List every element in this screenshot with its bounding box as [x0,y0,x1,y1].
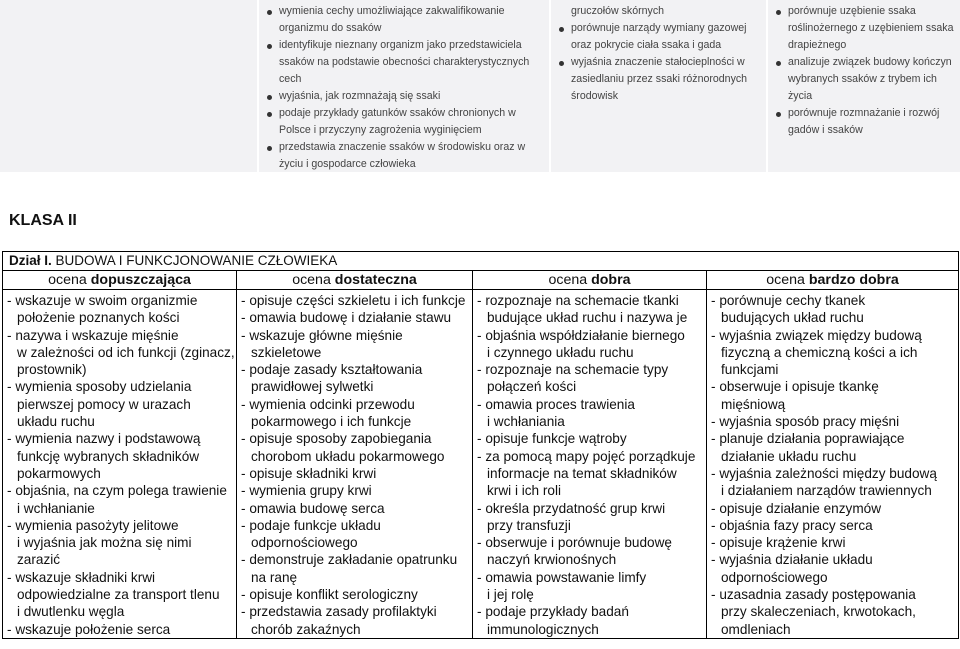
section-name: BUDOWA I FUNKCJONOWANIE CZŁOWIEKA [55,253,338,268]
requirement-item: - opisuje funkcje wątroby [477,430,704,447]
requirement-item: - demonstruje zakładanie opatrunku na ranę [241,551,470,586]
requirement-item: - uzasadnia zasady postępowania przy skaleczeniach, krwotokach, omdleniach [711,586,956,638]
list-item-continuation: gruczołów skórnych [571,5,665,17]
top-col4-list [772,3,960,139]
requirement-item: - planuje działania poprawiające działanie układu ruchu [711,430,956,465]
section-prefix: Dział I. [9,253,52,268]
requirement-item: - porównuje cechy tkanek budujących układ ruchu [711,292,956,327]
grade-word: ocena [548,272,588,288]
requirement-item: - nazywa i wskazuje mięśnie w zależności od ich funkcji (zginacz, prostownik) [7,327,234,379]
grade-name: bardzo dobra [808,272,899,288]
requirement-item: - określa przydatność grup krwi przy transfuzji [477,500,704,535]
grade-header-3 [473,271,707,290]
requirement-item: - omawia proces trawienia i wchłaniania [477,396,704,431]
requirement-item: - wymienia grupy krwi [241,482,470,499]
grade-word: ocena [766,272,805,288]
requirement-item: - objaśnia fazy pracy serca [711,517,956,534]
requirement-item: - wskazuje składniki krwi odpowiedzialne za transport tlenu i dwutlenku węgla [7,569,234,621]
list-item: porównuje narządy wymiany gazowej oraz pokrycie ciała ssaka i gada [555,20,766,54]
requirement-item: - objaśnia, na czym polega trawienie i wchłanianie [7,482,234,517]
requirement-item: - opisuje krążenie krwi [711,534,956,551]
requirement-item: - wskazuje główne mięśnie szkieletowe [241,327,470,362]
requirement-item: - omawia powstawanie limfy i jej rolę [477,569,704,604]
requirement-item: - wyjaśnia sposób pracy mięśni [711,413,956,430]
grade-name: dostateczna [334,272,417,288]
requirement-item: - objaśnia współdziałanie biernego i czynnego układu ruchu [477,327,704,362]
list-item: analizuje związek budowy kończyn wybranych ssaków z trybem ich życia [772,54,960,105]
requirement-item: - wskazuje położenie serca [7,621,234,638]
list-item: podaje przykłady gatunków ssaków chronionych w Polsce i przyczyny zagrożenia wyginięciem [263,105,549,139]
top-col2-list [263,3,549,173]
requirement-item: - wymienia pasożyty jelitowe i wyjaśnia jak można się nimi zarazić [7,517,234,569]
col-dobra [473,290,707,639]
grade-name: dopuszczająca [90,272,191,288]
grade-word: ocena [292,272,331,288]
col-dopuszczajaca [3,290,237,639]
requirement-item: - wyjaśnia zależności między budową i działaniem narządów trawiennych [711,465,956,500]
requirement-item: - wyjaśnia działanie układu odpornościowego [711,551,956,586]
col-dostateczna [237,290,473,639]
requirement-item: - omawia budowę i działanie stawu [241,309,470,326]
requirement-item: - opisuje części szkieletu i ich funkcje [241,292,470,309]
requirement-item: - obserwuje i porównuje budowę naczyń krwionośnych [477,534,704,569]
top-col3-list [555,20,766,105]
list-item: wymienia cechy umożliwiające zakwalifikowanie organizmu do ssaków [263,3,549,37]
top-cell-excellent [768,0,960,172]
requirement-item: - przedstawia zasady profilaktyki chorób zakaźnych [241,603,470,638]
section-title [3,252,959,271]
previous-table-continuation [0,0,960,172]
requirement-item: - wskazuje w swoim organizmie położenie poznanych kości [7,292,234,327]
col-bardzo-dobra [707,290,959,639]
requirement-item: - podaje przykłady badań immunologicznych [477,603,704,638]
grade-header-2 [237,271,473,290]
requirements-table [2,251,959,639]
list-item: porównuje rozmnażanie i rozwój gadów i ssaków [772,105,960,139]
requirement-item: - wymienia nazwy i podstawową funkcję wybranych składników pokarmowych [7,430,234,482]
list-item: wyjaśnia znaczenie stałocieplności w zasiedlaniu przez ssaki różnorodnych środowisk [555,54,766,105]
requirement-item: - opisuje działanie enzymów [711,500,956,517]
grade-header-1 [3,271,237,290]
top-cell-verygood [551,0,766,172]
grade-word: ocena [48,272,87,288]
list-item: wyjaśnia, jak rozmnażają się ssaki [263,88,549,105]
list-item: identyfikuje nieznany organizm jako przedstawiciela ssaków na podstawie obecności charakterystycznych cech [263,37,549,88]
requirement-item: - omawia budowę serca [241,500,470,517]
top-cell-good [259,0,549,172]
grade-name: dobra [591,272,631,288]
requirement-item: - wymienia sposoby udzielania pierwszej pomocy w urazach układu ruchu [7,378,234,430]
requirement-item: - wyjaśnia związek między budową fizyczną a chemiczną kości a ich funkcjami [711,327,956,379]
requirement-item: - za pomocą mapy pojęć porządkuje informacje na temat składników krwi i ich roli [477,448,704,500]
requirement-item: - rozpoznaje na schemacie typy połączeń kości [477,361,704,396]
requirement-item: - opisuje sposoby zapobiegania chorobom układu pokarmowego [241,430,470,465]
requirement-item: - opisuje konflikt serologiczny [241,586,470,603]
requirement-item: - podaje zasady kształtowania prawidłowej sylwetki [241,361,470,396]
list-item: porównuje uzębienie ssaka roślinożernego z uzębieniem ssaka drapieżnego [772,3,960,54]
requirement-item: - obserwuje i opisuje tkankę mięśniową [711,378,956,413]
requirement-item: - podaje funkcje układu odpornościowego [241,517,470,552]
top-cell-blank [0,0,257,172]
list-item: przedstawia znaczenie ssaków w środowisku oraz w życiu i gospodarce człowieka [263,139,549,173]
class-heading: KLASA II [9,212,77,229]
requirement-item: - wymienia odcinki przewodu pokarmowego i ich funkcje [241,396,470,431]
grade-header-4 [707,271,959,290]
requirement-item: - opisuje składniki krwi [241,465,470,482]
requirement-item: - rozpoznaje na schemacie tkanki budujące układ ruchu i nazywa je [477,292,704,327]
